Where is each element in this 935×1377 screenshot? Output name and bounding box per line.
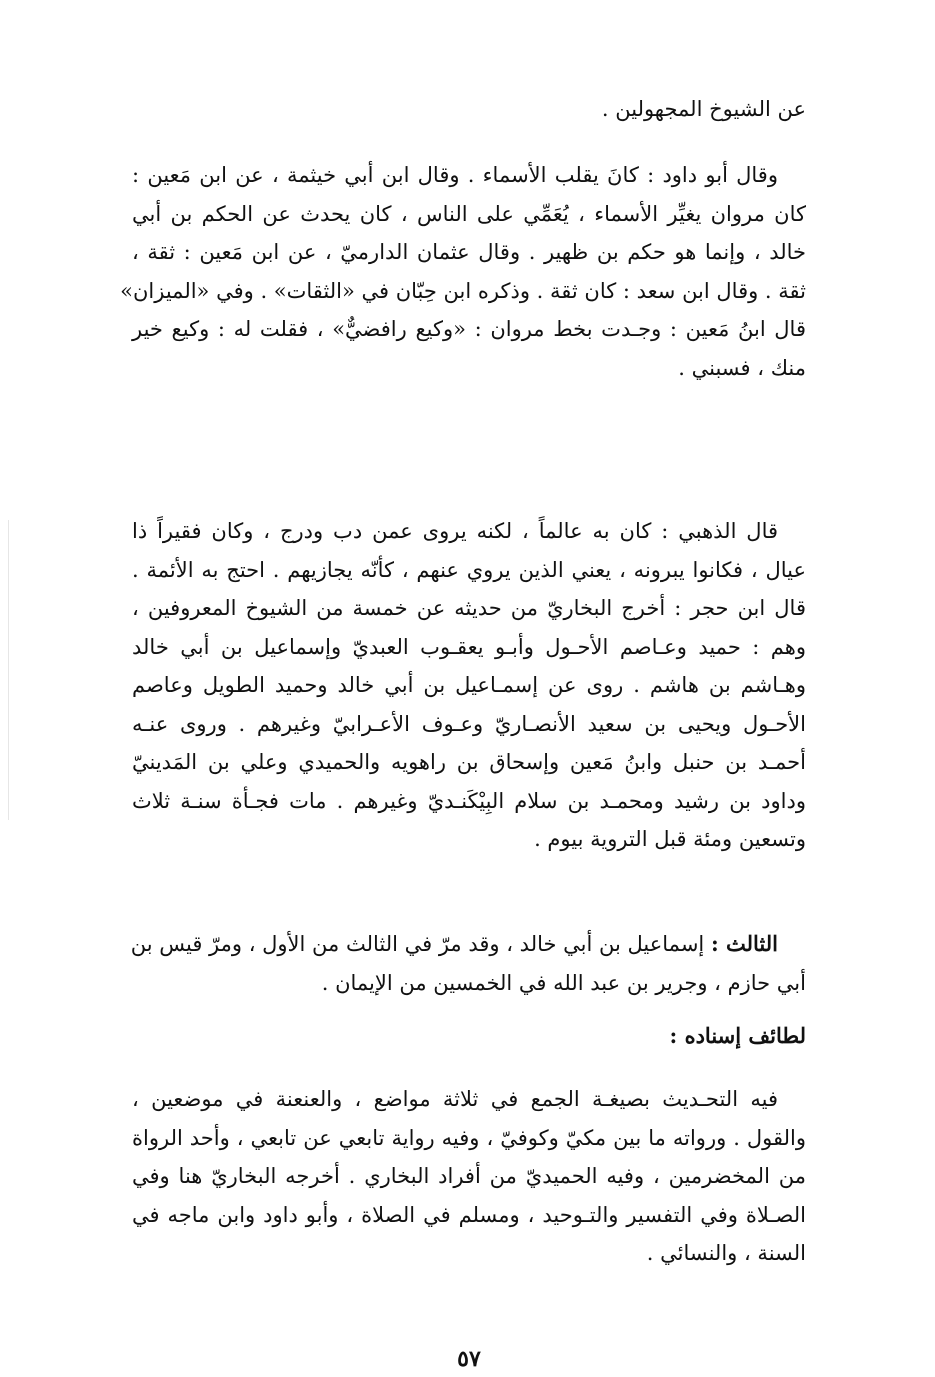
- text-line: قال الذهبي : كان به عالماً ، لكنه يروى عمن دب ودرج ، وكان فقيراً ذا: [132, 519, 778, 543]
- thalith-paragraph: [132, 925, 806, 1002]
- text-line: والقول . ورواته ما بين مكيّ وكوفيّ ، وفيه رواية تابعي عن تابعي ، وأحد الرواة: [132, 1125, 806, 1150]
- text-line: وهـاشم بن هاشم . روى عن إسمـاعيل بن أبي خالد وحميد الطويل وعاصم: [132, 673, 806, 697]
- text-line: ثقة . وقال ابن سعد : كان ثقة . وذكره ابن حِبّان في «الثقات» . وفي «الميزان»: [120, 278, 806, 303]
- text-line: منك ، فسبني .: [678, 355, 806, 380]
- text-line: [132, 925, 806, 964]
- text-line: وقال أبو داود : كانَ يقلب الأسماء . وقال ابن أبي خيثمة ، عن ابن مَعين :: [132, 163, 778, 187]
- text-line: من المخضرمين ، وفيه الحميديّ من أفراد البخاري . أخرجه البخاريّ هنا وفي: [132, 1164, 806, 1188]
- page-number: ٥٧: [457, 1346, 481, 1372]
- text-line: عيال ، فكانوا يبرونه ، يعني الذين يروي عنهم ، كأنّه يجازيهم . احتج به الأئمة .: [132, 557, 806, 582]
- text-line: وهم : حميد وعـاصم الأحـول وأبـو يعقـوب العبديّ وإسماعيل بن أبي خالد: [132, 634, 806, 659]
- text-line: الصـلاة وفي التفسير والتـوحيد ، ومسلم في الصلاة ، وأبو داود وابن ماجه في: [132, 1202, 806, 1227]
- text-line: أبي حازم ، وجرير بن عبد الله في الخمسين من الإيمان .: [321, 970, 806, 995]
- text-line: السنة ، والنسائي .: [646, 1241, 806, 1265]
- text-line: عن الشيوخ المجهولين .: [601, 97, 806, 121]
- intro-paragraph: [132, 90, 806, 129]
- page-edge-shadow: [8, 520, 9, 820]
- fih-paragraph: [132, 1080, 806, 1273]
- document-page: [120, 82, 806, 1372]
- text-line: خالد ، وإنما هو حكم بن ظهير . وقال عثمان الدارميّ ، عن ابن مَعين : ثقة ،: [132, 240, 806, 264]
- text-line: وتسعين ومئة قبل التروية بيوم .: [534, 827, 806, 851]
- text-line: كان مروان يغيِّر الأسماء ، يُعَمِّي على الناس ، كان يحدث عن الحكم بن أبي: [132, 201, 806, 226]
- text-line: الأحـول ويحيى بن سعيد الأنصـاريّ وعـوف الأعـرابيّ وغيرهم . وروى عنـه: [132, 711, 806, 736]
- text-line: وداود بن رشيد ومحمـد بن سلام البِيْكَنـديّ وغيرهم . مات فجـأة سنـة ثلاث: [132, 788, 806, 813]
- abu-dawud-paragraph: [120, 156, 806, 387]
- text-line: قال ابن حجر : أخرج البخاريّ من حديثه عن خمسة من الشيوخ المعروفين ،: [132, 596, 806, 620]
- text-line: أحمـد بن حنبل وابنُ مَعين وإسحاق بن راهويه والحميدي وعلي بن المَدينيّ: [132, 750, 806, 774]
- lataif-heading: لطائف إسناده :: [669, 1023, 806, 1048]
- thalith-line-rest: إسماعيل بن أبي خالد ، وقد مرّ في الثالث من الأول ، ومرّ قيس بن: [130, 932, 711, 956]
- thalith-lead: الثالث :: [710, 931, 778, 956]
- text-line: فيه التحـديث بصيغـة الجمع في ثلاثة مواضع ، والعنعنة في موضعين ،: [132, 1087, 778, 1111]
- text-line: قال ابنُ مَعين : وجـدت بخط مروان : «وكيع رافضيٌّ» ، فقلت له : وكيع خير: [132, 317, 806, 341]
- dhahabi-paragraph: [132, 512, 806, 859]
